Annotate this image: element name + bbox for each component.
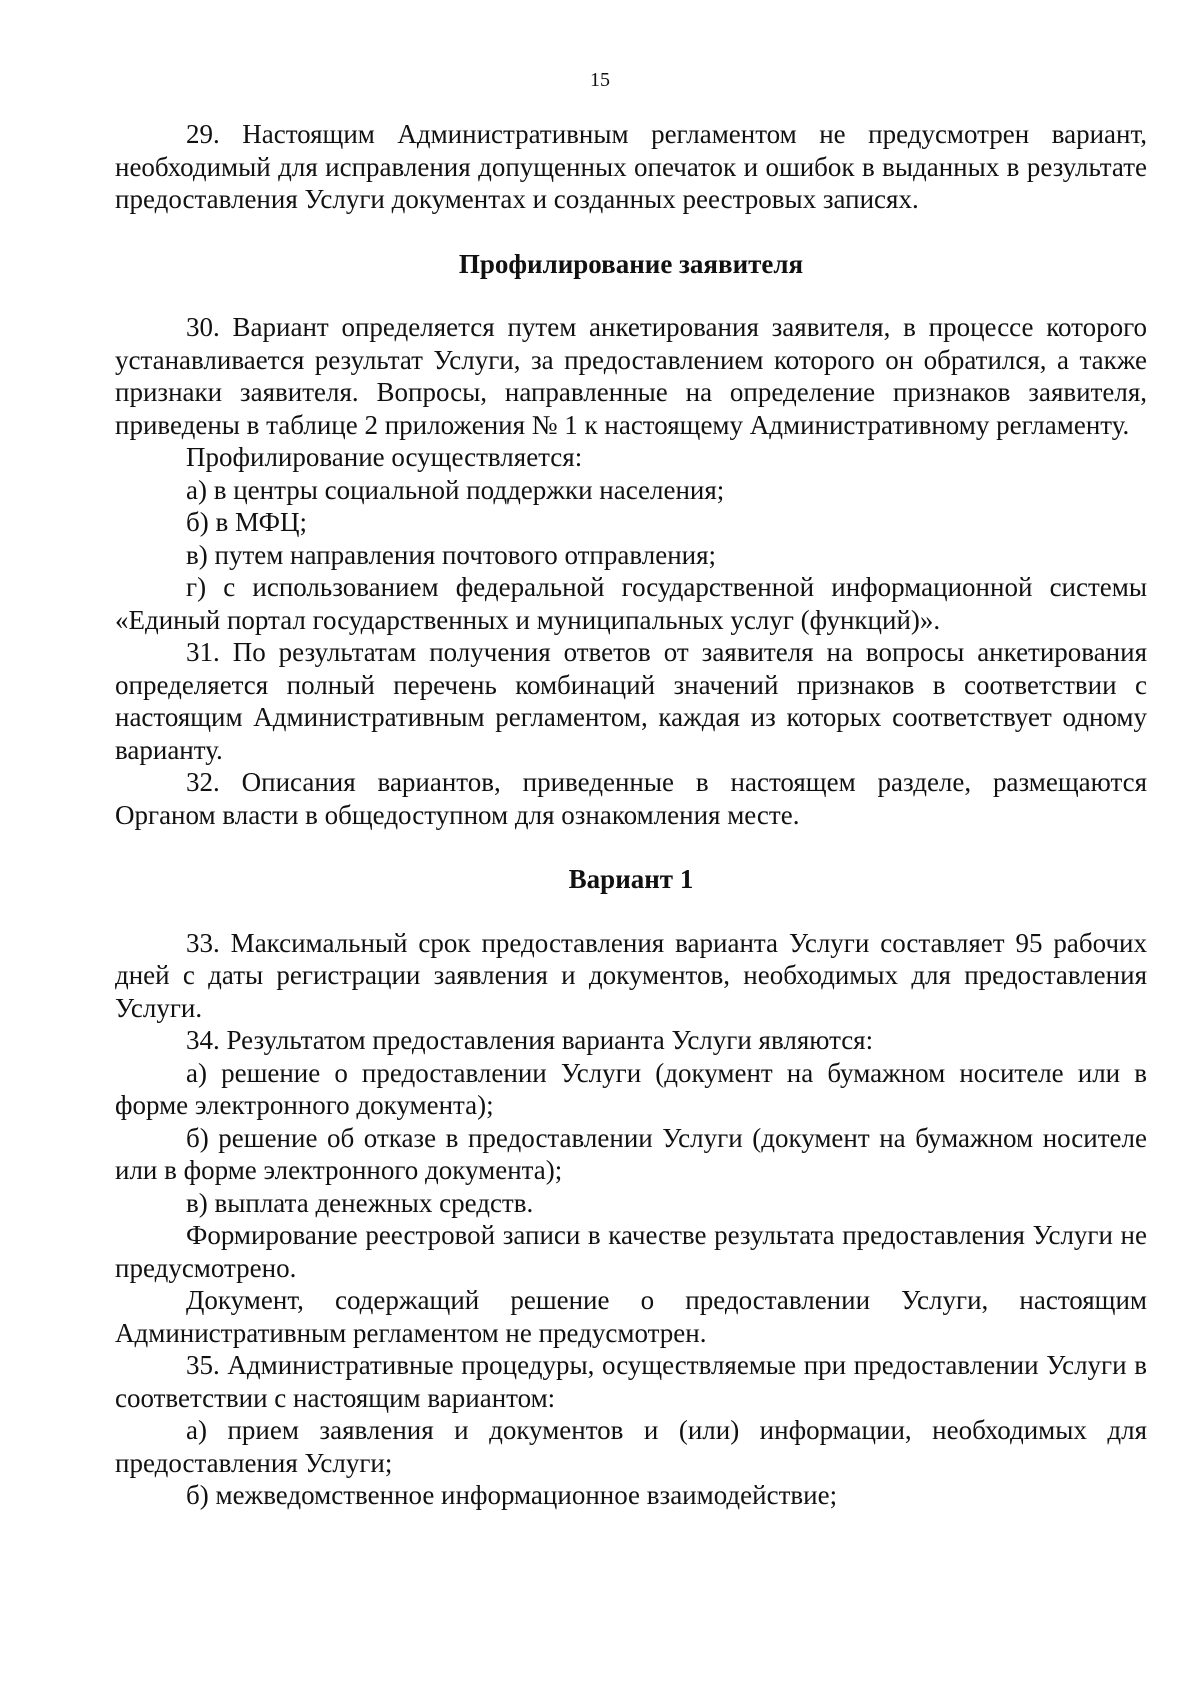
paragraph-profiling-intro: Профилирование осуществляется: [186,442,583,472]
paragraph-31: 31. По результатам получения ответов от заявителя на вопросы анкетирования определяется полный перечень комбинаций значений признаков в соответствии с настоящим Административным регламентом, каждая из которых соответствует одному варианту. [115,637,1147,765]
paragraph-29: 29. Настоящим Административным регламентом не предусмотрен вариант, необходимый для исправления допущенных опечаток и ошибок в выданных в результате предоставления Услуги документах и созданных реестровых записях. [115,119,1147,214]
list-item-a: а) в центры социальной поддержки населения; [186,474,725,505]
paragraph-35: 35. Административные процедуры, осуществляемые при предоставлении Услуги в соответствии с настоящим вариантом: [115,1350,1147,1413]
paragraph-30: 30. Вариант определяется путем анкетирования заявителя, в процессе которого устанавливается результат Услуги, за предоставлением которого он обратился, а также признаки заявителя. Вопросы, направленные на определение признаков заявителя, приведены в таблице 2 приложения № 1 к настоящему Административному регламенту. [115,312,1147,440]
list-item-b: б) решение об отказе в предоставлении Услуги (документ на бумажном носителе или в форме электронного документа); [115,1122,1147,1185]
document-body [115,118,1147,1512]
list-item-a: а) решение о предоставлении Услуги (документ на бумажном носителе или в форме электронного документа); [115,1057,1147,1120]
page-number: 15 [590,69,610,91]
paragraph-32: 32. Описания вариантов, приведенные в настоящем разделе, размещаются Органом власти в общедоступном для ознакомления месте. [115,767,1147,830]
paragraph-33: 33. Максимальный срок предоставления варианта Услуги составляет 95 рабочих дней с даты регистрации заявления и документов, необходимых для предоставления Услуги. [115,927,1147,1023]
paragraph-34: 34. Результатом предоставления варианта Услуги являются: [186,1025,874,1055]
paragraph-decision-document: Документ, содержащий решение о предоставлении Услуги, настоящим Административным регламентом не предусмотрен. [115,1285,1147,1348]
list-item-g: г) с использованием федеральной государственной информационной системы «Единый портал государственных и муниципальных услуг (функций)». [115,572,1147,635]
section-heading-profiling: Профилирование заявителя [458,248,804,279]
list-item-b: б) межведомственное информационное взаимодействие; [186,1480,838,1510]
list-item-v: в) путем направления почтового отправления; [186,539,717,570]
section-heading-variant: Вариант 1 [568,864,694,894]
paragraph-registry-record: Формирование реестровой записи в качестве результата предоставления Услуги не предусмотрено. [115,1220,1147,1283]
list-item-a: а) прием заявления и документов и (или) информации, необходимых для предоставления Услуги; [115,1415,1147,1478]
list-item-v: в) выплата денежных средств. [186,1187,534,1218]
list-item-b: б) в МФЦ; [186,507,307,537]
